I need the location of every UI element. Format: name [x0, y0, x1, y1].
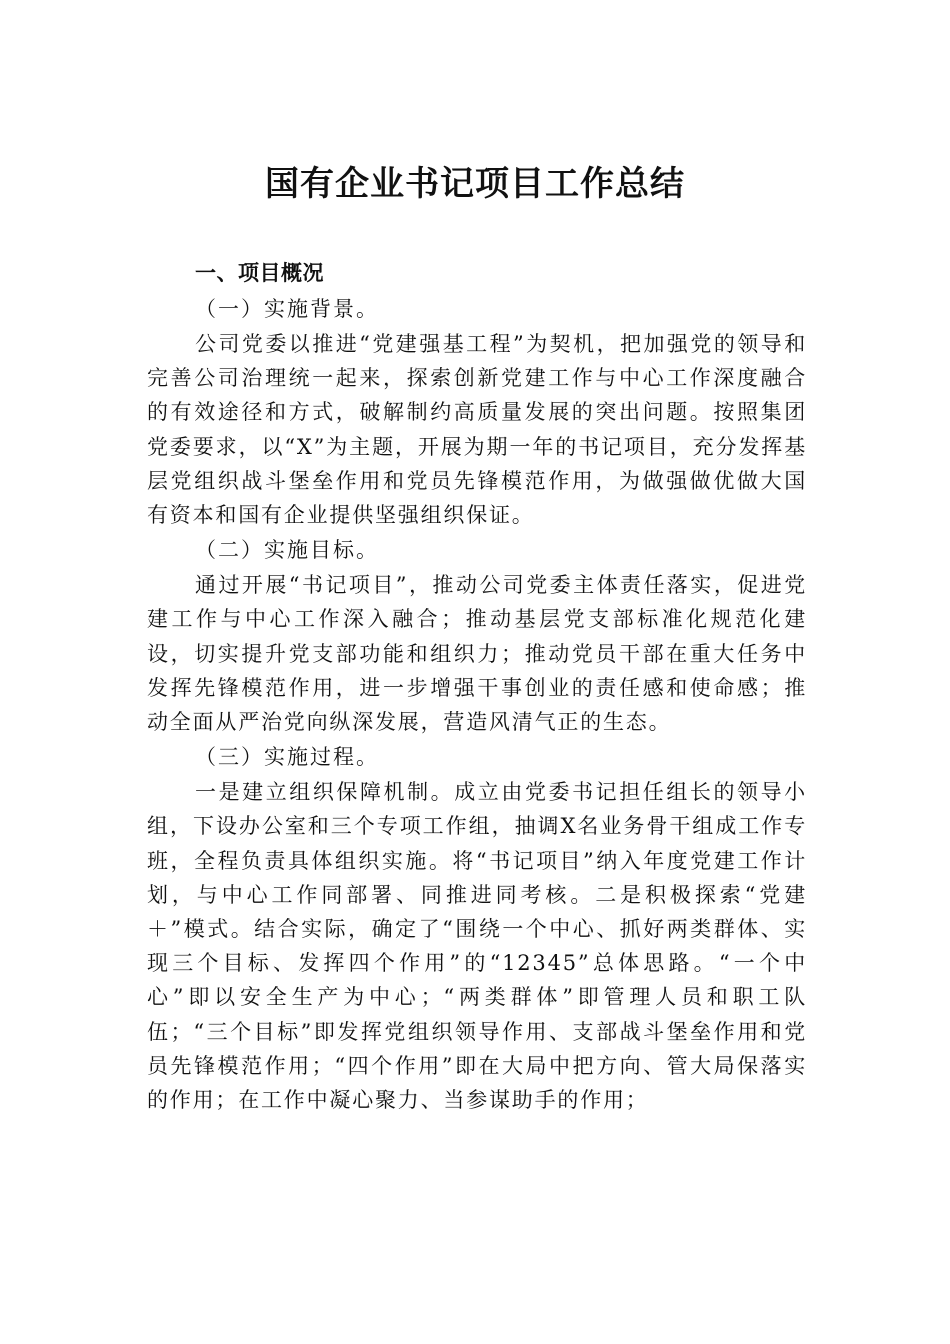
paragraph-background: 公司党委以推进“党建强基工程”为契机，把加强党的领导和完善公司治理统一起来，探索创新党建工作与中心工作深度融合的有效途径和方式，破解制约高质量发展的突出问题。按照集团党委要求，以“X”为主题，开展为期一年的书记项目，充分发挥基层党组织战斗堡垒作用和党员先锋模范作用，为做强做优做大国有资本和国有企业提供坚强组织保证。 [147, 332, 807, 528]
paragraph-process: 一是建立组织保障机制。成立由党委书记担任组长的领导小组，下设办公室和三个专项工作组，抽调X名业务骨干组成工作专班，全程负责具体组织实施。将“书记项目”纳入年度党建工作计划，与中心工作同部署、同推进同考核。二是积极探索“党建＋”模式。结合实际，确定了“围绕一个中心、抓好两类群体、实现三个目标、发挥四个作用”的“12345”总体思路。“一个中心”即以安全生产为中心；“两类群体”即管理人员和职工队伍；“三个目标”即发挥党组织领导作用、支部战斗堡垒作用和党员先锋模范作用；“四个作用”即在大局中把方向、管大局保落实的作用；在工作中凝心聚力、当参谋助手的作用； [147, 780, 807, 1113]
paragraph-goals: 通过开展“书记项目”，推动公司党委主体责任落实，促进党建工作与中心工作深入融合；推动基层党支部标准化规范化建设，切实提升党支部功能和组织力；推动党员干部在重大任务中发挥先锋模范作用，进一步增强干事创业的责任感和使命感；推动全面从严治党向纵深发展，营造风清气正的生态。 [147, 573, 807, 735]
document-body [147, 255, 807, 1117]
subsection-heading-goals: （二）实施目标。 [195, 538, 379, 563]
section-heading: 一、项目概况 [195, 261, 324, 285]
subsection-heading-background: （一）实施背景。 [195, 297, 379, 321]
subsection-heading-process: （三）实施过程。 [195, 745, 379, 770]
document-title: 国有企业书记项目工作总结 [265, 164, 685, 204]
